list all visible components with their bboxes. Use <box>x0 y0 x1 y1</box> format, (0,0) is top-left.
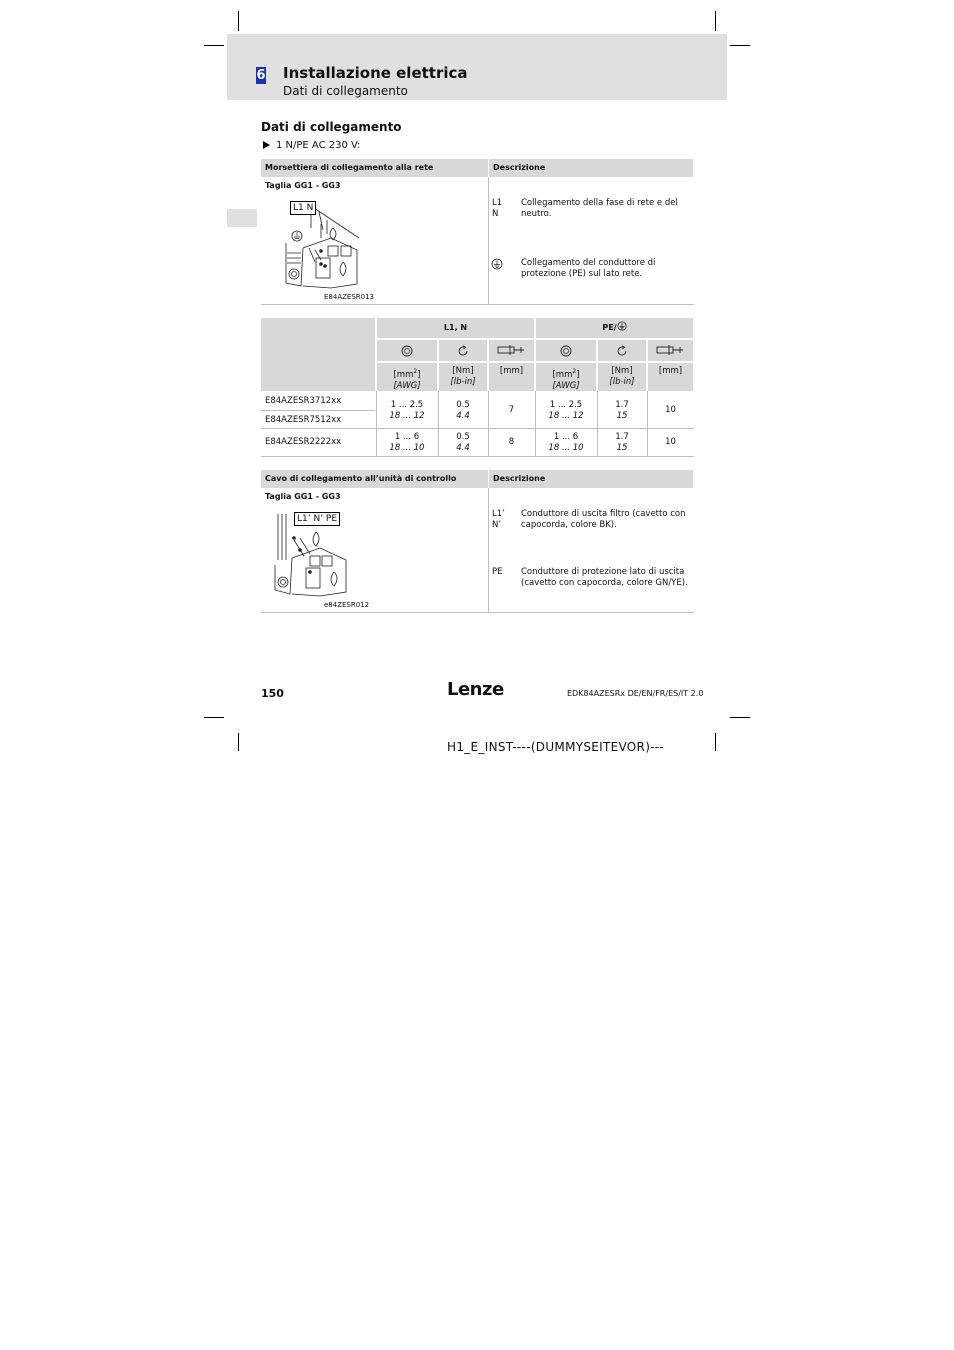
page-subtitle: Dati di collegamento <box>283 84 408 98</box>
table-divider <box>488 177 489 304</box>
group-header-pe <box>536 318 693 338</box>
table-divider <box>261 304 694 305</box>
table-divider <box>261 612 694 613</box>
table-cell: 0.5 4.4 <box>456 400 470 421</box>
group-header-l1n: L1, N <box>377 318 534 338</box>
bullet-item <box>263 140 360 151</box>
torque-icon <box>457 345 469 357</box>
bullet-text: 1 N/PE AC 230 V: <box>276 140 361 151</box>
table1-header-col2: Descrizione <box>489 159 693 177</box>
table-cell: 1.7 15 <box>615 400 629 421</box>
torque-icon <box>616 345 628 357</box>
product-code: E84AZESR3712xx <box>265 396 342 406</box>
unit-label: [mm] <box>499 366 524 376</box>
crop-mark <box>238 11 239 31</box>
table-cell: 8 <box>508 437 515 447</box>
size-label: Taglia GG1 - GG3 <box>265 492 341 501</box>
terminal-code: L1’ <box>492 509 505 519</box>
page-title: Installazione elettrica <box>283 64 468 82</box>
figure-caption: e84ZESR012 <box>324 601 370 609</box>
table3-header-col1: Cavo di collegamento all’unità di controllo <box>261 470 488 488</box>
wire-cross-section-icon <box>401 345 413 357</box>
product-code: E84AZESR7512xx <box>265 415 342 425</box>
unit-label: [Nm] [lb-in] <box>609 366 635 387</box>
terminal-description: Collegamento del conduttore di protezione (PE) sul lato rete. <box>521 258 656 279</box>
figure-terminal-label: L1’ N’ PE <box>294 512 340 526</box>
table-cell: 1 ... 2.5 18 ... 12 <box>389 400 425 421</box>
ground-icon <box>491 258 503 270</box>
table-divider <box>261 410 375 411</box>
unit-label: [mm] <box>658 366 683 376</box>
table1-header-col1: Morsettiera di collegamento alla rete <box>261 159 488 177</box>
product-code: E84AZESR2222xx <box>265 437 342 447</box>
table3-header-col2: Descrizione <box>489 470 693 488</box>
crop-mark <box>204 717 224 718</box>
unit-label: $[mm^2]$ [AWG] <box>552 368 580 391</box>
table-divider <box>261 456 694 457</box>
table-cell: 7 <box>508 405 515 415</box>
dummy-text: H1_E_INST----(DUMMYSEITEVOR)--- <box>447 740 665 754</box>
unit-label: $[mm^2]$ [AWG] <box>393 368 421 391</box>
strip-length-icon <box>497 344 525 356</box>
figure-terminal-label: L1 N <box>290 201 316 215</box>
table-cell: 0.5 4.4 <box>456 432 470 453</box>
crop-mark <box>238 733 239 751</box>
table-cell: 1 ... 6 18 ... 10 <box>389 432 425 453</box>
terminal-description: Conduttore di protezione lato di uscita (cavetto con capocorda, colore GN/YE). <box>521 567 688 588</box>
ground-icon <box>617 321 627 331</box>
strip-length-icon <box>656 344 684 356</box>
terminal-code: L1 <box>492 198 503 208</box>
terminal-description: Conduttore di uscita filtro (cavetto con capocorda, colore BK). <box>521 509 686 530</box>
terminal-description: Collegamento della fase di rete e del neutro. <box>521 198 678 219</box>
figure-caption: E84AZESR013 <box>324 293 375 301</box>
table-divider <box>488 488 489 612</box>
table-divider <box>261 428 694 429</box>
terminal-code: N’ <box>492 520 502 530</box>
crop-mark <box>204 45 224 46</box>
table-cell: 1 ... 2.5 18 ... 12 <box>548 400 584 421</box>
table-cell: 1 ... 6 18 ... 10 <box>548 432 584 453</box>
table2-corner <box>261 318 375 391</box>
side-tab <box>227 209 257 227</box>
group-header-pe-label: PE/ <box>602 323 617 332</box>
table-cell: 10 <box>665 437 676 447</box>
page-number: 150 <box>261 687 284 700</box>
terminal-code: N <box>492 209 499 219</box>
terminal-code: PE <box>492 567 503 577</box>
crop-mark <box>715 733 716 751</box>
table-cell: 1.7 15 <box>615 432 629 453</box>
unit-label: [Nm] [lb-in] <box>450 366 476 387</box>
size-label: Taglia GG1 - GG3 <box>265 181 341 190</box>
chapter-number: 6 <box>256 68 266 83</box>
crop-mark <box>730 717 750 718</box>
wire-cross-section-icon <box>560 345 572 357</box>
crop-mark <box>715 11 716 31</box>
triangle-bullet-icon <box>263 141 270 149</box>
section-title: Dati di collegamento <box>261 120 402 134</box>
crop-mark <box>730 45 750 46</box>
doc-id: EDK84AZESRx DE/EN/FR/ES/IT 2.0 <box>567 689 704 698</box>
table-cell: 10 <box>665 405 676 415</box>
lenze-logo: Lenze <box>447 679 504 700</box>
